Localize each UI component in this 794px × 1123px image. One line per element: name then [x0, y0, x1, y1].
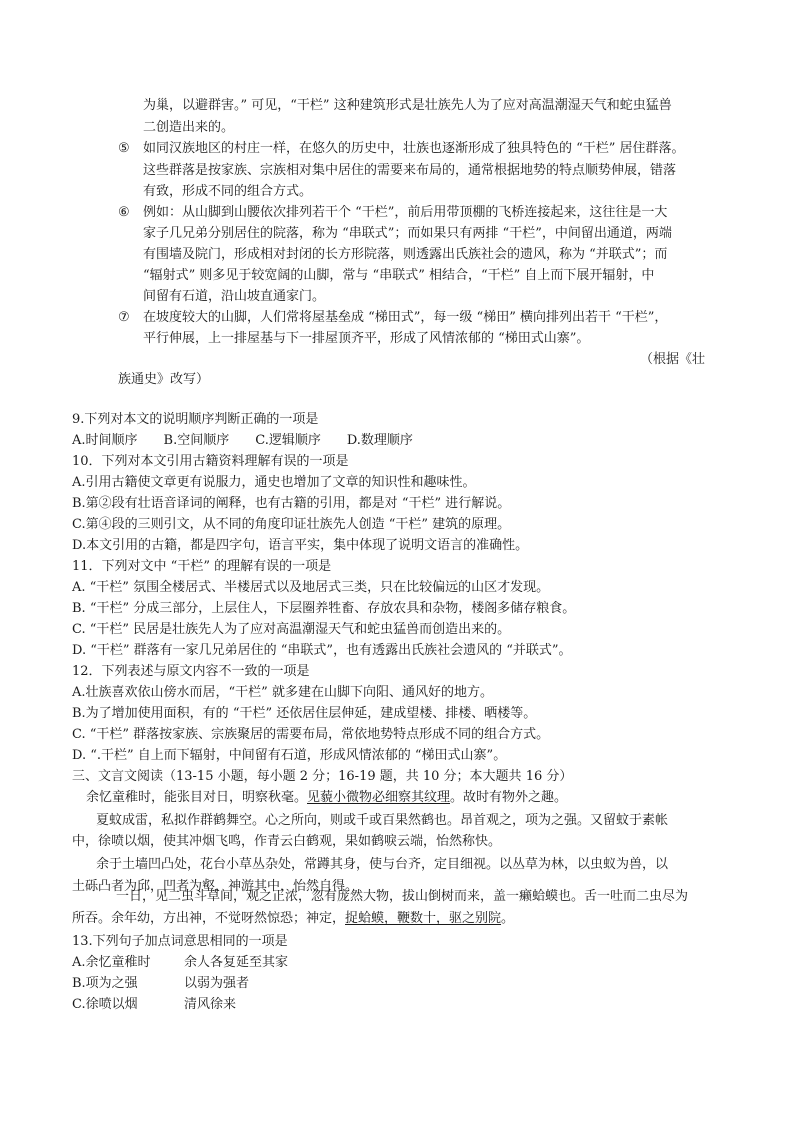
- passage-line: 这些群落是按家族、宗族相对集中居住的需要来布局的，通常根据地势的特点顺势伸展，错落: [143, 163, 677, 178]
- passage-line: 有致，形成不同的组合方式。: [143, 184, 313, 199]
- passage-line: 间留有石道，沿山坡直通家门。: [143, 289, 326, 304]
- pair-left: B.项为之强: [72, 976, 138, 991]
- passage-line: 为巢，以避群害。” 可见，“干栏” 这种建筑形式是壮族先人为了应对高温潮湿天气和蛇虫猛兽: [143, 98, 672, 113]
- option-b: B.为了增加使用面积，有的 “干栏” 还依居住层伸延，建成望楼、排楼、晒楼等。: [72, 706, 537, 721]
- classical-paragraph-4: [72, 909, 514, 929]
- passage-line: “辐射式” 则多见于较宽阔的山脚，常与 “串联式” 相结合，“干栏” 自上而下展开辐射，中: [143, 268, 655, 283]
- text-run: 。故时有物外之趣。: [450, 790, 568, 805]
- passage-line: 例如：从山脚到山腰依次排列若干个 “干栏”，前后用带顶棚的飞桥连接起来，这往往是一大: [143, 205, 668, 220]
- classical-paragraph-2: 中，徐喷以烟，使其冲烟飞鸣，作青云白鹤观，果如鹤唳云端，怡然称快。: [72, 834, 502, 849]
- underlined-text: 见藐小微物必细察其纹理: [307, 790, 451, 805]
- pair-right: 余人各复延至其家: [184, 955, 289, 970]
- passage-line: 如同汉族地区的村庄一样，在悠久的历史中，壮族也逐渐形成了独具特色的 “干栏” 居住群落。: [143, 141, 685, 156]
- option-d: D.数理顺序: [346, 433, 413, 448]
- text-run: 余忆童稚时，能张目对日，明察秋毫。: [86, 790, 308, 805]
- section-heading: 三、文言文阅读（13-15 小题，每小题 2 分；16-19 题，共 10 分；本大题共 16 分）: [72, 769, 573, 784]
- option-b: B. “干栏” 分成三部分，上层住人，下层圈养牲畜、存放农具和杂物，楼阁多储存粮食。: [72, 601, 576, 616]
- question-10: 10．下列对本文引用古籍资料理解有误的一项是: [72, 454, 349, 469]
- question-12: 12．下列表述与原文内容不一致的一项是: [72, 664, 310, 679]
- paragraph-number: ⑥: [118, 205, 130, 220]
- pair-left: A.余忆童稚时: [72, 955, 151, 970]
- paragraph-number: ⑤: [118, 141, 130, 156]
- option-b: B.空间顺序: [163, 433, 230, 448]
- passage-line: 在坡度较大的山脚，人们常将屋基垒成 “梯田式”，每一级 “梯田” 横向排列出若干 “干栏”，: [143, 310, 668, 325]
- pair-left: C.徐喷以烟: [72, 997, 138, 1012]
- pair-right: 清风徐来: [184, 997, 237, 1012]
- classical-paragraph-2: 夏蚊成雷，私拟作群鹤舞空。心之所向，则或千或百果然鹤也。昂首观之，项为之强。又留蚊于素帐: [96, 813, 669, 828]
- paragraph-number: ⑦: [118, 310, 130, 325]
- passage-line: 平行伸展，上一排屋基与下一排屋顶齐平，形成了风情浓郁的 “梯田式山寨”。: [143, 331, 590, 346]
- passage-line: 有围墙及院门，形成相对封闭的长方形院落，则透露出氏族社会的遗风，称为 “并联式”；而: [143, 247, 668, 262]
- option-d: D. “干栏” 群落有一家几兄弟居住的 “串联式”，也有透露出氏族社会遗风的 “并联式”。: [72, 643, 572, 658]
- option-a: A. “干栏” 氛围全楼居式、半楼居式以及地居式三类，只在比较偏远的山区才发现。: [72, 580, 550, 595]
- option-d: D. “.干栏” 自上而下辐射，中间留有石道，形成风情浓郁的 “梯田式山寨”。: [72, 748, 507, 763]
- option-c: C.逻辑顺序: [255, 433, 321, 448]
- question-13: 13.下列句子加点词意思相同的一项是: [72, 934, 288, 949]
- option-c: C.第④段的三则引文，从不同的角度印证壮族先人创造 “干栏” 建筑的原理。: [72, 517, 511, 532]
- text-run: 所吞。余年幼，方出神，不觉呀然惊恐；神定，: [72, 911, 346, 926]
- question-9-options: [72, 431, 413, 451]
- option-a: A.壮族喜欢依山傍水而居，“干栏” 就多建在山脚下向阳、通风好的地方。: [72, 685, 493, 700]
- source-note: 族通史》改写）: [118, 372, 210, 387]
- option-a: A.引用古籍使文章更有说服力，通史也增加了文章的知识性和趣味性。: [72, 475, 476, 490]
- option-a: A.时间顺序: [72, 433, 138, 448]
- option-b: B.第②段有壮语音译词的阐释，也有古籍的引用，都是对 “干栏” 进行解说。: [72, 496, 511, 511]
- option-c: C. “干栏” 群落按家族、宗族聚居的需要布局，常依地势特点形成不同的组合方式。: [72, 727, 550, 742]
- classical-paragraph-4-line1: 一日，见二虫斗草间，观之正浓，忽有庞然大物，拔山倒树而来，盖一癞蛤蟆也。舌一吐而二虫尽为: [116, 889, 689, 904]
- classical-paragraph-3: 余于土墙凹凸处，花台小草丛杂处，常蹲其身，使与台齐，定目细视。以丛草为林，以虫蚁为兽，以: [96, 857, 669, 872]
- classical-paragraph-1: [86, 788, 567, 808]
- text-run: 。: [501, 911, 515, 926]
- question-13-pair: [72, 974, 249, 994]
- question-11: 11．下列对文中 “干栏” 的理解有误的一项是: [72, 559, 332, 574]
- passage-line: 二创造出来的。: [143, 120, 235, 135]
- option-d: D.本文引用的古籍，都是四字句，语言平实，集中体现了说明文语言的准确性。: [72, 538, 529, 553]
- pair-right: 以弱为强者: [184, 976, 250, 991]
- question-13-pair: [72, 953, 288, 973]
- passage-line: 家子几兄弟分别居住的院落，称为 “串联式”；而如果只有两排 “干栏”，中间留出通道，两端: [143, 226, 672, 241]
- question-9: 9.下列对本文的说明顺序判断正确的一项是: [72, 412, 319, 427]
- question-13-pair: [72, 995, 236, 1015]
- source-note: （根据《壮: [640, 352, 706, 367]
- classical-paragraph-3: 土砾凸者为邱，凹者为壑，神游其中，怡然自得。: [72, 879, 359, 894]
- option-c: C. “干栏” 民居是壮族先人为了应对高温潮湿天气和蛇虫猛兽而创造出来的。: [72, 622, 511, 637]
- underlined-text: 捉蛤蟆，鞭数十，驱之别院: [345, 911, 502, 926]
